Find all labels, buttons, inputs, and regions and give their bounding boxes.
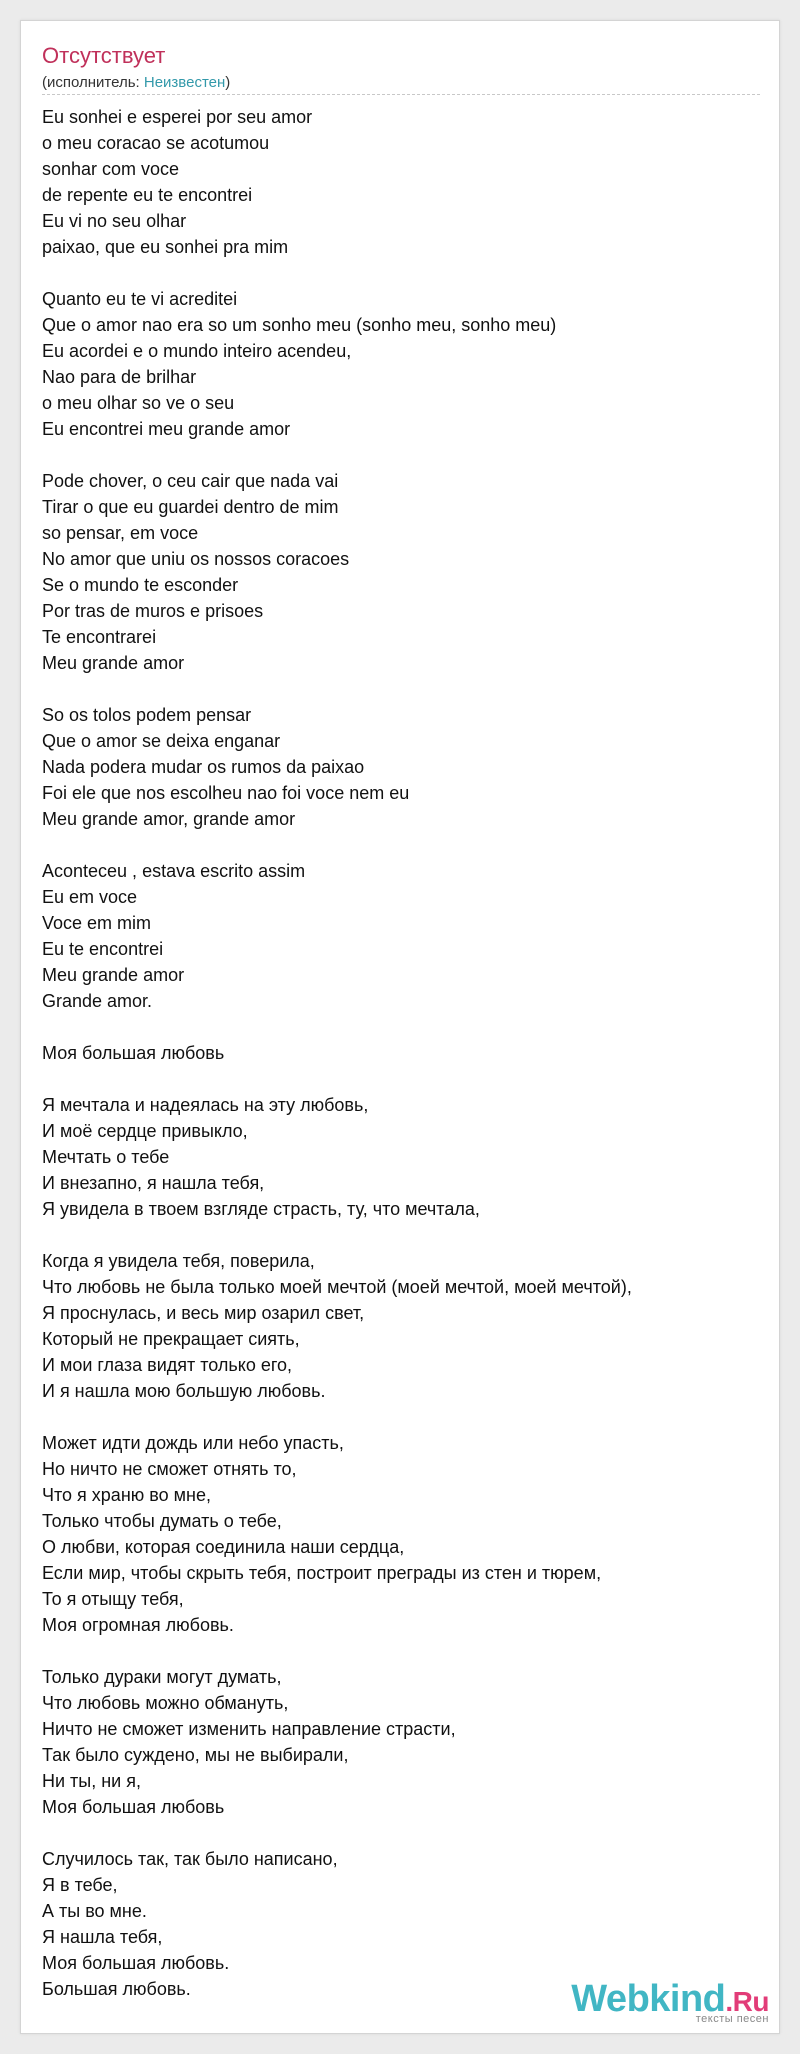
lyric-line: Meu grande amor [42,965,185,985]
stanza-gap [42,260,762,286]
lyric-line: Se o mundo te esconder [42,575,239,595]
lyric-line: Большая любовь. [42,1979,191,1999]
stanza-gap [42,1820,762,1846]
stanza-gap [42,1014,762,1040]
lyric-line: so pensar, em voce [42,523,199,543]
artist-line [42,74,230,92]
lyric-line: Eu em voce [42,887,138,907]
lyric-line: То я отыщу тебя, [42,1589,184,1609]
stanza-gap [42,1222,762,1248]
artist-link[interactable]: Неизвестен [143,74,226,91]
lyric-line: Я увидела в твоем взгляде страсть, ту, что мечтала, [42,1199,480,1219]
logo-tld: .Ru [725,1986,769,2017]
site-logo[interactable] [571,1980,769,2025]
lyric-line: Que o amor nao era so um sonho meu (sonho meu, sonho meu) [42,315,557,335]
lyric-line: o meu coracao se acotumou [42,133,270,153]
song-title: Отсутствует [42,43,166,68]
lyric-line: paixao, que eu sonhei pra mim [42,237,289,257]
lyric-line: И мои глаза видят только его, [42,1355,293,1375]
lyric-line: Eu vi no seu olhar [42,211,187,231]
lyric-line: Foi ele que nos escolheu nao foi voce nem eu [42,783,410,803]
lyric-line: Que o amor se deixa enganar [42,731,281,751]
lyric-line: So os tolos podem pensar [42,705,252,725]
lyric-line: Я нашла тебя, [42,1927,163,1947]
lyric-line: Я мечтала и надеялась на эту любовь, [42,1095,369,1115]
lyrics-text [42,104,762,2002]
lyric-line: Может идти дождь или небо упасть, [42,1433,344,1453]
lyric-line: Случилось так, так было написано, [42,1849,338,1869]
lyric-line: Что любовь можно обмануть, [42,1693,289,1713]
lyric-line: de repente eu te encontrei [42,185,253,205]
lyric-line: Только дураки могут думать, [42,1667,282,1687]
lyric-line: o meu olhar so ve o seu [42,393,235,413]
lyric-line: Ничто не сможет изменить направление страсти, [42,1719,456,1739]
lyric-line: Te encontrarei [42,627,157,647]
lyric-line: Nao para de brilhar [42,367,197,387]
lyric-line: sonhar com voce [42,159,180,179]
lyric-line: Pode chover, o ceu cair que nada vai [42,471,339,491]
lyric-line: No amor que uniu os nossos coracoes [42,549,350,569]
lyric-line: Я в тебе, [42,1875,118,1895]
lyric-line: И внезапно, я нашла тебя, [42,1173,265,1193]
artist-suffix: ) [225,74,231,91]
lyric-line: Моя большая любовь [42,1797,225,1817]
lyric-line: Моя большая любовь. [42,1953,230,1973]
logo-name: Webkind [571,1978,726,2020]
stanza-gap [42,442,762,468]
lyric-line: Мечтать о тебе [42,1147,170,1167]
lyric-line: Grande amor. [42,991,153,1011]
lyric-line: О любви, которая соединила наши сердца, [42,1537,405,1557]
lyric-line: Meu grande amor, grande amor [42,809,296,829]
lyric-line: Eu encontrei meu grande amor [42,419,291,439]
lyric-line: Tirar o que eu guardei dentro de mim [42,497,339,517]
lyric-line: Ни ты, ни я, [42,1771,141,1791]
lyric-line: Nada podera mudar os rumos da paixao [42,757,365,777]
lyric-line: Который не прекращает сиять, [42,1329,300,1349]
lyric-line: Я проснулась, и весь мир озарил свет, [42,1303,365,1323]
lyric-line: Aconteceu , estava escrito assim [42,861,306,881]
logo-tagline: тексты песен [695,2013,769,2025]
lyric-line: Если мир, чтобы скрыть тебя, построит преграды из стен и тюрем, [42,1563,602,1583]
stanza-gap [42,676,762,702]
lyric-line: Quanto eu te vi acreditei [42,289,238,309]
lyric-line: Так было суждено, мы не выбирали, [42,1745,349,1765]
stanza-gap [42,1066,762,1092]
stanza-gap [42,1404,762,1430]
lyric-line: Но ничто не сможет отнять то, [42,1459,297,1479]
lyric-line: А ты во мне. [42,1901,147,1921]
lyric-line: Eu acordei e o mundo inteiro acendeu, [42,341,352,361]
lyrics-card [20,20,780,2034]
header-divider [42,94,760,95]
lyric-line: И я нашла мою большую любовь. [42,1381,326,1401]
lyric-line: Eu te encontrei [42,939,164,959]
stanza-gap [42,1638,762,1664]
stanza-gap [42,832,762,858]
lyric-line: Моя огромная любовь. [42,1615,234,1635]
lyric-line: Meu grande amor [42,653,185,673]
lyric-line: Voce em mim [42,913,152,933]
lyric-line: Eu sonhei e esperei por seu amor [42,107,313,127]
lyric-line: Моя большая любовь [42,1043,225,1063]
lyric-line: Что я храню во мне, [42,1485,211,1505]
lyric-line: Только чтобы думать о тебе, [42,1511,282,1531]
lyric-line: Por tras de muros e prisoes [42,601,264,621]
lyric-line: И моё сердце привыкло, [42,1121,248,1141]
lyric-line: Когда я увидела тебя, поверила, [42,1251,315,1271]
lyric-line: Что любовь не была только моей мечтой (моей мечтой, моей мечтой), [42,1277,632,1297]
artist-prefix: (исполнитель: [42,74,144,91]
